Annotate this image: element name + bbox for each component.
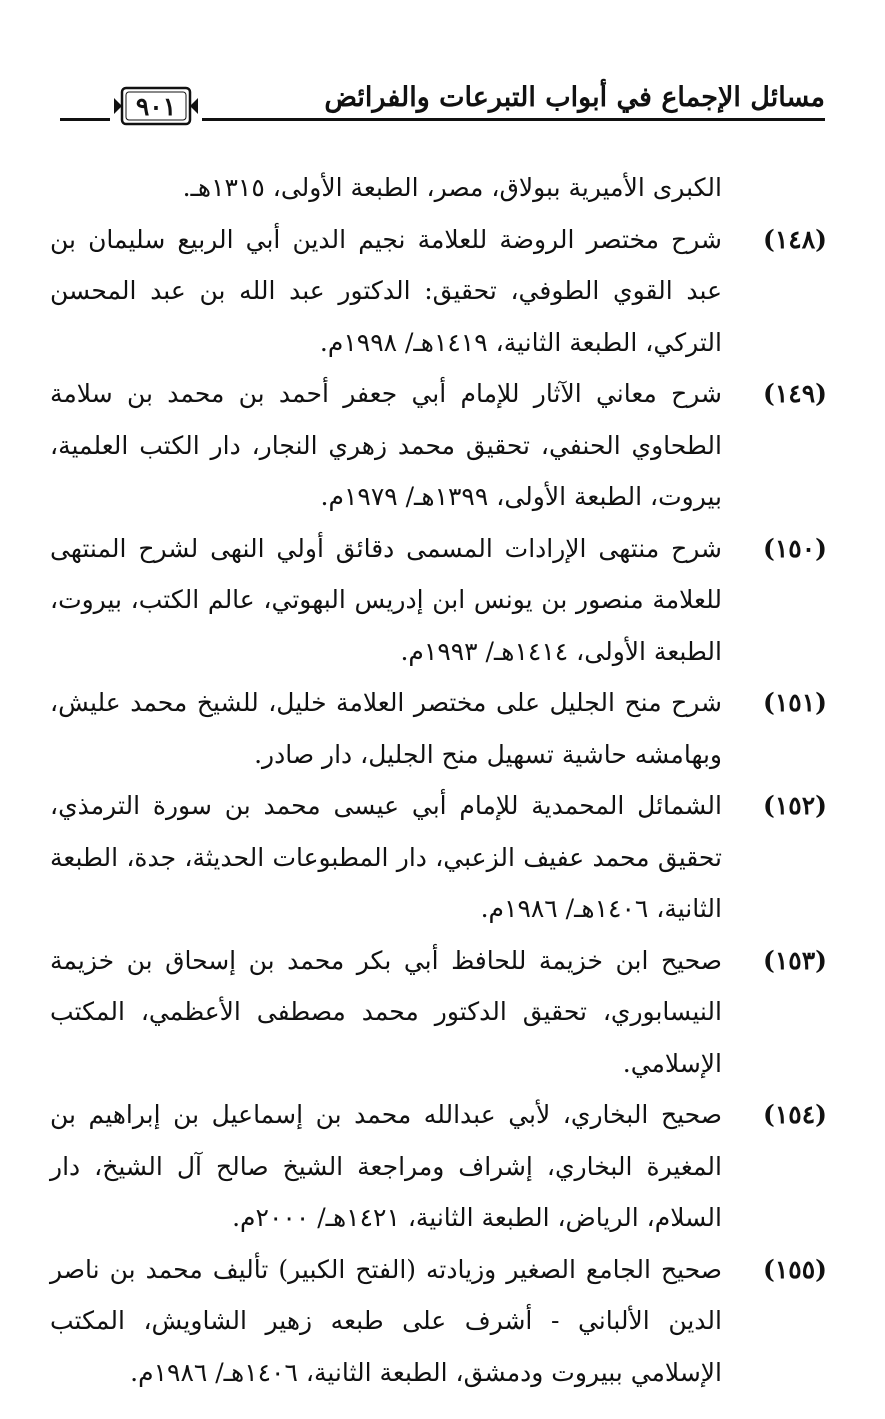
entry-text: شرح مختصر الروضة للعلامة نجيم الدين أبي الربيع سليمان بن عبد القوي الطوفي، تحقيق: الدكتور عبد الله بن عبد المحسن التركي، الطبعة الثانية، ١٤١٩هـ/ ١٩٩٨م. (50, 224, 722, 357)
continued-entry-text: الكبرى الأميرية ببولاق، مصر، الطبعة الأولى، ١٣١٥هـ. (182, 173, 722, 202)
bibliography-entry (50, 1244, 827, 1399)
bibliography-entry (50, 1089, 827, 1244)
bibliography-entry (50, 677, 827, 780)
entry-number: (١٥٥) (763, 1254, 827, 1284)
bibliography-entry (50, 935, 827, 1090)
entry-text: الشمائل المحمدية للإمام أبي عيسى محمد بن سورة الترمذي، تحقيق محمد عفيف الزعبي، دار المطبوعات الحديثة، جدة، الطبعة الثانية، ١٤٠٦هـ/ ١٩٨٦م. (50, 791, 722, 923)
entry-number: (١٥١) (763, 688, 827, 717)
entry-text: صحيح ابن خزيمة للحافظ أبي بكر محمد بن إسحاق بن خزيمة النيسابوري، تحقيق الدكتور محمد مصطفى الأعظمي، المكتب الإسلامي. (50, 945, 722, 1078)
page-number: ٩٠١ (135, 92, 177, 121)
entry-number: (١٥٤) (763, 1100, 827, 1129)
bibliography-list (50, 162, 827, 1398)
bibliography-entry (50, 214, 827, 369)
entry-number: (١٥٣) (763, 945, 827, 975)
bibliography-entry (50, 368, 827, 523)
entry-text: شرح منح الجليل على مختصر العلامة خليل، للشيخ محمد عليش، وبهامشه حاشية تسهيل منح الجليل، دار صادر. (50, 688, 722, 769)
page-number-frame (110, 86, 202, 126)
bibliography-entry (50, 523, 827, 678)
entry-text: صحيح الجامع الصغير وزيادته (الفتح الكبير) تأليف محمد بن ناصر الدين الألباني - أشرف على طبعه زهير الشاويش، المكتب الإسلامي ببيروت ودمشق، الطبعة الثانية، ١٤٠٦هـ/ ١٩٨٦م. (50, 1254, 722, 1387)
entry-text: شرح معاني الآثار للإمام أبي جعفر أحمد بن محمد بن سلامة الطحاوي الحنفي، تحقيق محمد زهري النجار، دار الكتب العلمية، بيروت، الطبعة الأولى، ١٣٩٩هـ/ ١٩٧٩م. (50, 379, 722, 511)
entry-text: صحيح البخاري، لأبي عبدالله محمد بن إسماعيل بن إبراهيم بن المغيرة البخاري، إشراف ومراجعة الشيخ صالح آل الشيخ، دار السلام، الرياض، الطبعة الثانية، ١٤٢١هـ/ ٢٠٠٠م. (50, 1100, 722, 1232)
entry-number: (١٥٢) (763, 791, 827, 820)
page-header (60, 72, 825, 132)
bibliography-entry (50, 780, 827, 935)
entry-number: (١٤٩) (763, 379, 827, 408)
entry-text: شرح منتهى الإرادات المسمى دقائق أولي النهى لشرح المنتهى للعلامة منصور بن يونس ابن إدريس البهوتي، عالم الكتب، بيروت، الطبعة الأولى، ١٤١٤هـ/ ١٩٩٣م. (50, 533, 722, 666)
entry-number: (١٤٨) (763, 224, 827, 254)
entry-number: (١٥٠) (763, 533, 827, 563)
running-title: مسائل الإجماع في أبواب التبرعات والفرائض (324, 82, 825, 113)
